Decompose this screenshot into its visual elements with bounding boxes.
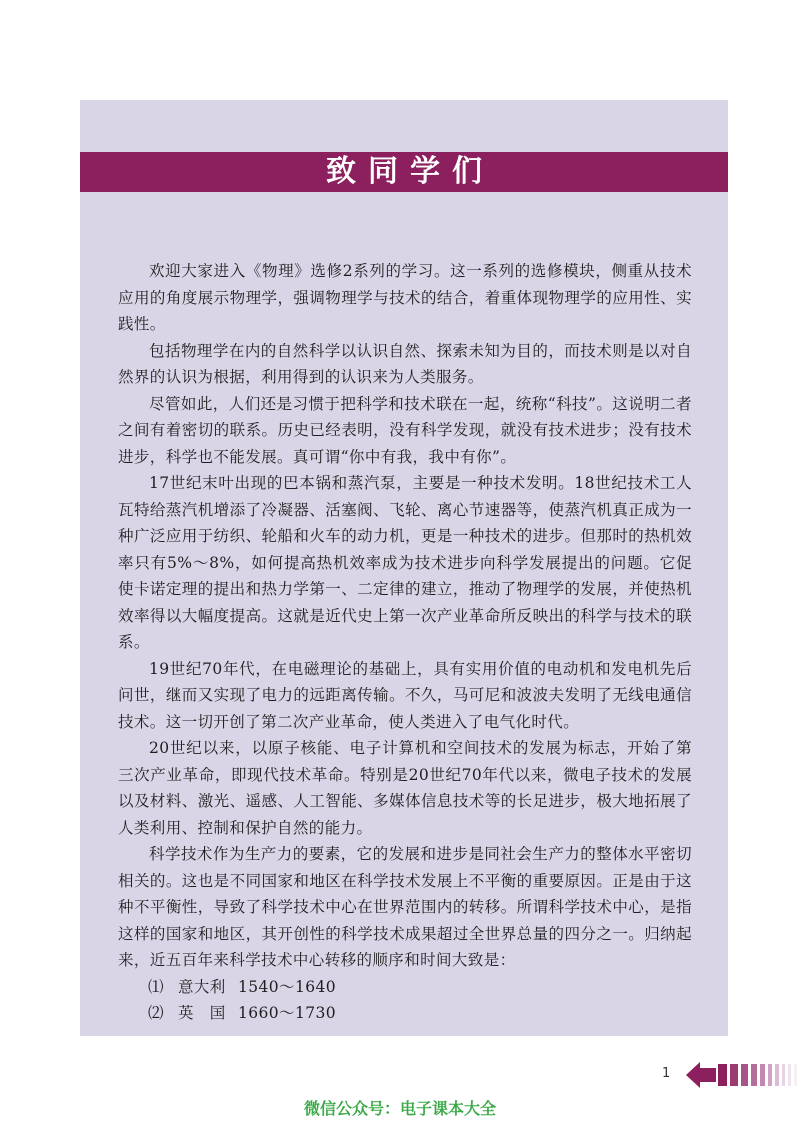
paragraph-4: 17世纪末叶出现的巴本锅和蒸汽泵，主要是一种技术发明。18世纪技术工人瓦特给蒸汽机增添了冷凝器、活塞阀、飞轮、离心节速器等，使蒸汽机真正成为一种广泛应用于纺织、轮船和火车的动力机，更是一种技术的进步。但那时的热机效率只有5%～8%，如何提高热机效率成为技术进步向科学发展提出的问题。它促使卡诺定理的提出和热力学第一、二定律的建立，推动了物理学的发展，并使热机效率得以大幅度提高。这就是近代史上第一次产业革命所反映出的科学与技术的联系。 xyxy=(118,474,692,651)
paragraph-2: 包括物理学在内的自然科学以认识自然、探索未知为目的，而技术则是以对自然界的认识为根据，利用得到的认识来为人类服务。 xyxy=(118,341,692,386)
center-list-item-2 xyxy=(118,1000,692,1027)
center-country: 英 国 xyxy=(178,1004,226,1022)
article-body xyxy=(118,258,692,1027)
paragraph-1: 欢迎大家进入《物理》选修2系列的学习。这一系列的选修模块，侧重从技术应用的角度展示物理学，强调物理学与技术的结合，着重体现物理学的应用性、实践性。 xyxy=(118,262,692,333)
page-number: 1 xyxy=(662,1066,671,1081)
title-banner xyxy=(80,152,728,192)
center-country: 意大利 xyxy=(178,977,226,996)
center-years: 1660～1730 xyxy=(238,1004,336,1022)
left-arrow-tab-icon xyxy=(686,1060,800,1090)
center-years: 1540～1640 xyxy=(238,977,336,996)
center-list-item-1 xyxy=(118,974,692,1001)
paragraph-3: 尽管如此，人们还是习惯于把科学和技术联在一起，统称“科技”。这说明二者之间有着密切的联系。历史已经表明，没有科学发现，就没有技术进步；没有技术进步，科学也不能发展。真可谓“你中有我，我中有你”。 xyxy=(118,394,692,466)
center-index: ⑴ xyxy=(148,977,164,996)
paragraph-5: 19世纪70年代，在电磁理论的基础上，具有实用价值的电动机和发电机先后问世，继而又实现了电力的远距离传输。不久，马可尼和波波夫发明了无线电通信技术。这一切开创了第二次产业革命，使人类进入了电气化时代。 xyxy=(118,659,692,731)
paragraph-6: 20世纪以来，以原子核能、电子计算机和空间技术的发展为标志，开始了第三次产业革命，即现代技术革命。特别是20世纪70年代以来，微电子技术的发展以及材料、激光、遥感、人工智能、多媒体信息技术等的长足进步，极大地拓展了人类利用、控制和保护自然的能力。 xyxy=(118,739,692,837)
footer-watermark: 微信公众号：电子课本大全 xyxy=(303,1099,496,1118)
paragraph-7: 科学技术作为生产力的要素，它的发展和进步是同社会生产力的整体水平密切相关的。这也是不同国家和地区在科学技术发展上不平衡的重要原因。正是由于这种不平衡性，导致了科学技术中心在世界范围内的转移。所谓科学技术中心，是指这样的国家和地区，其开创性的科学技术成果超过全世界总量的四分之一。归纳起来，近五百年来科学技术中心转移的顺序和时间大致是： xyxy=(118,845,692,969)
center-index: ⑵ xyxy=(148,1004,164,1022)
page-title: 致同学们 xyxy=(326,154,494,189)
